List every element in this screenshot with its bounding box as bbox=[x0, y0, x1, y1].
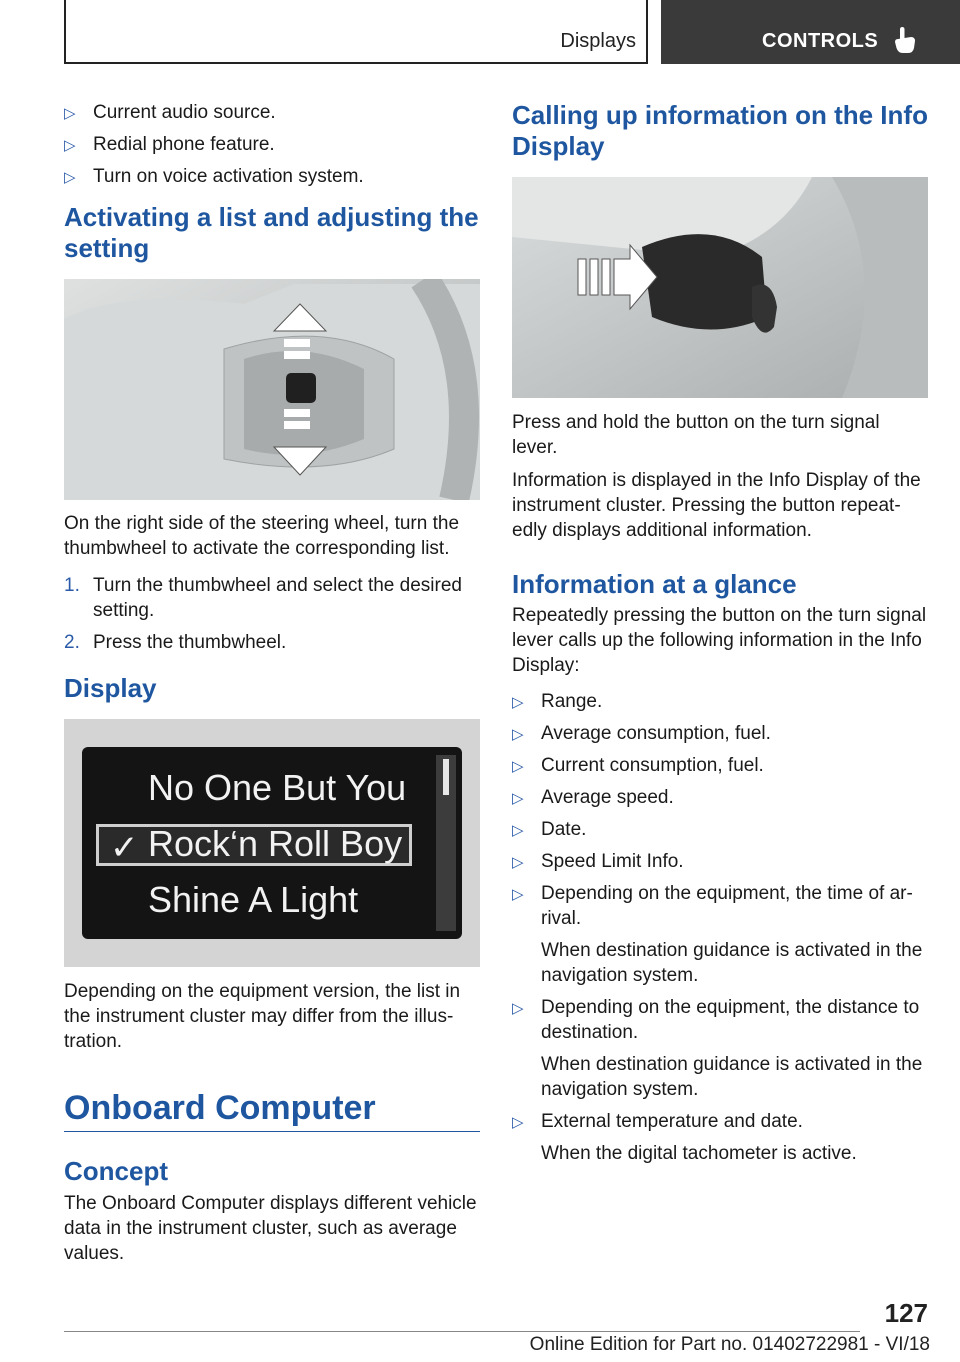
steering-wheel-thumbwheel-figure bbox=[64, 279, 480, 500]
page-number: 127 bbox=[884, 1298, 928, 1328]
paragraph-concept: The Onboard Computer displays different vehicle data in the instrument cluster, such as average values. bbox=[64, 1193, 477, 1264]
section-rule bbox=[64, 1131, 480, 1132]
triangle-bullet-icon: ▷ bbox=[64, 137, 76, 154]
list-item-note: When the digital tachometer is active. bbox=[541, 1143, 857, 1164]
list-item: ▷ Current audio source. bbox=[64, 100, 480, 125]
display-row: Shine A Light bbox=[148, 879, 359, 920]
list-item-note: When destination guidance is activated in the navigation system. bbox=[541, 940, 923, 986]
heading-activating-list: Activating a list and adjusting the setting bbox=[64, 202, 479, 263]
top-bullet-list bbox=[64, 100, 480, 189]
paragraph-display: Depending on the equipment version, the list in the instrument cluster may differ from the illustration. bbox=[64, 981, 461, 1052]
instrument-display-figure bbox=[64, 719, 480, 967]
triangle-bullet-icon: ▷ bbox=[512, 1114, 524, 1131]
list-item: ▷ Average consumption, fuel. bbox=[512, 721, 928, 746]
list-item: ▷ Depending on the equipment, the time of arrival. When destination guidance is activated in the navigation system. bbox=[512, 881, 928, 988]
heading-calling-info-display: Calling up information on the Info Display bbox=[512, 100, 928, 161]
pointing-hand-icon bbox=[893, 26, 917, 59]
paragraph-info-displayed: Information is displayed in the Info Display of the instrument cluster. Pressing the button repeatedly displays additional information. bbox=[512, 470, 921, 541]
paragraph-press-hold: Press and hold the button on the turn signal lever. bbox=[512, 412, 880, 458]
display-scroll-thumb bbox=[443, 759, 449, 795]
triangle-bullet-icon: ▷ bbox=[512, 694, 524, 711]
triangle-bullet-icon: ▷ bbox=[512, 1000, 524, 1017]
turn-signal-lever-figure bbox=[512, 177, 928, 398]
list-item: ▷ Average speed. bbox=[512, 785, 928, 810]
header-controls-tab bbox=[661, 0, 960, 64]
display-list-screen bbox=[82, 747, 462, 939]
triangle-bullet-icon: ▷ bbox=[512, 886, 524, 903]
heading-information-glance: Information at a glance bbox=[512, 569, 797, 599]
list-item: ▷ Current consumption, fuel. bbox=[512, 753, 928, 778]
heading-onboard-computer: Onboard Computer bbox=[64, 1089, 376, 1127]
list-item: ▷ Date. bbox=[512, 817, 928, 842]
checkmark-icon: ✓ bbox=[110, 829, 139, 867]
triangle-bullet-icon: ▷ bbox=[512, 822, 524, 839]
triangle-bullet-icon: ▷ bbox=[64, 169, 76, 186]
header-frame bbox=[64, 0, 648, 64]
list-item: ▷ External temperature and date. When the digital tachometer is active. bbox=[512, 1109, 928, 1166]
paragraph-activating: On the right side of the steering wheel, turn the thumbwheel to activate the corresponding list. bbox=[64, 513, 460, 559]
triangle-bullet-icon: ▷ bbox=[64, 105, 76, 122]
footer-rule bbox=[64, 1331, 860, 1332]
display-row-selected: Rock‘n Roll Boy bbox=[148, 823, 403, 864]
info-bullet-list bbox=[512, 689, 928, 1166]
triangle-bullet-icon: ▷ bbox=[512, 758, 524, 775]
list-item: 2. Press the thumbwheel. bbox=[64, 632, 287, 653]
header-section-title: Displays bbox=[560, 30, 636, 52]
list-item: ▷ Range. bbox=[512, 689, 928, 714]
step-list bbox=[64, 573, 480, 655]
display-row: No One But You bbox=[148, 767, 407, 808]
header-tab-label: CONTROLS bbox=[762, 30, 879, 52]
list-item: ▷ Redial phone feature. bbox=[64, 132, 480, 157]
list-item: ▷ Depending on the equipment, the distance to destination. When destination guidance is activated in the navigation system. bbox=[512, 995, 928, 1102]
paragraph-glance: Repeatedly pressing the button on the turn signal lever calls up the following information in the Info Display: bbox=[512, 605, 927, 676]
right-column bbox=[512, 100, 928, 1173]
list-item: ▷ Speed Limit Info. bbox=[512, 849, 928, 874]
triangle-bullet-icon: ▷ bbox=[512, 790, 524, 807]
heading-concept: Concept bbox=[64, 1156, 168, 1186]
heading-display: Display bbox=[64, 673, 157, 703]
step-number: 2. bbox=[64, 632, 80, 653]
list-item-note: When destination guidance is activated in the navigation system. bbox=[541, 1054, 923, 1100]
triangle-bullet-icon: ▷ bbox=[512, 854, 524, 871]
footer-edition-text: Online Edition for Part no. 01402722981 - VI/18 bbox=[529, 1334, 930, 1355]
step-number: 1. bbox=[64, 575, 80, 596]
list-item: ▷ Turn on voice activation system. bbox=[64, 164, 480, 189]
list-item: 1. Turn the thumbwheel and select the desired setting. bbox=[64, 575, 462, 621]
left-column bbox=[64, 100, 480, 1266]
triangle-bullet-icon: ▷ bbox=[512, 726, 524, 743]
